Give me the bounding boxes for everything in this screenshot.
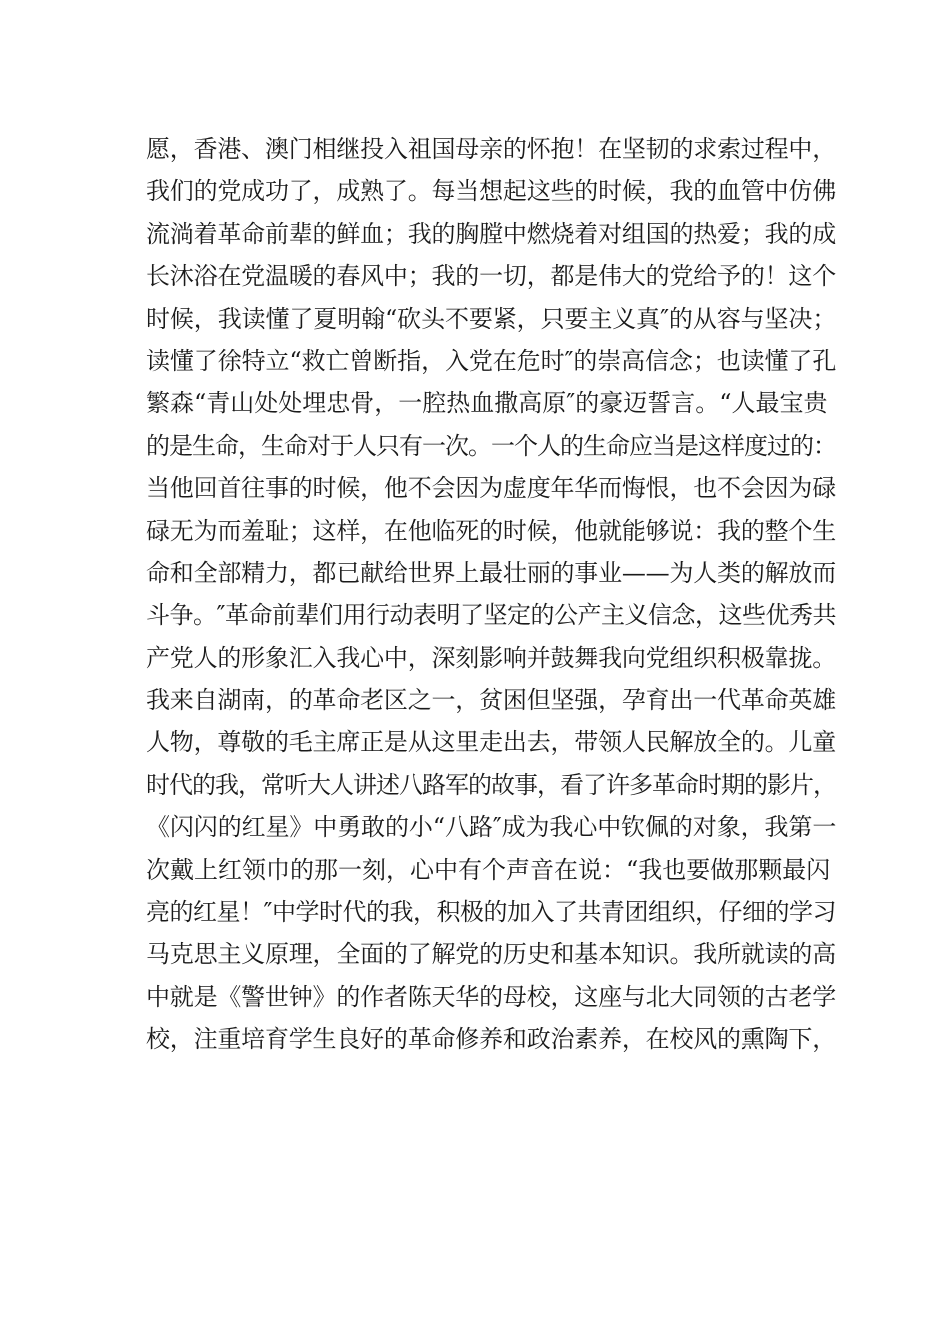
- text-line: 碌无为而羞耻；这样，在他临死的时候，他就能够说：我的整个生: [146, 516, 836, 545]
- text-line: 《闪闪的红星》中勇敢的小“八路″成为我心中钦佩的对象，我第一: [146, 813, 837, 842]
- text-line: 亮的红星！″中学时代的我，积极的加入了共青团组织，仔细的学习: [146, 898, 836, 927]
- text-line: 愿，香港、澳门相继投入祖国母亲的怀抱！在坚韧的求索过程中，: [146, 135, 836, 163]
- text-line: 人物，尊敬的毛主席正是从这里走出去，带领人民解放全的。儿童: [146, 728, 836, 757]
- body-text: [146, 128, 836, 1061]
- text-line: 繁森“青山处处埋忠骨，一腔热血撒高原″的豪迈誓言。“人最宝贵: [146, 389, 828, 418]
- text-line: 校，注重培育学生良好的革命修养和政治素养，在校风的熏陶下，: [146, 1025, 836, 1054]
- text-line: 命和全部精力，都已献给世界上最壮丽的事业——为人类的解放而: [146, 558, 836, 587]
- text-line: 中就是《警世钟》的作者陈天华的母校，这座与北大同领的古老学: [146, 982, 836, 1011]
- text-line: 时代的我，常听大人讲述八路军的故事，看了许多革命时期的影片，: [146, 770, 836, 799]
- text-line: 斗争。″革命前辈们用行动表明了坚定的公产主义信念，这些优秀共: [146, 601, 836, 630]
- text-line: 当他回首往事的时候，他不会因为虚度年华而悔恨，也不会因为碌: [146, 474, 836, 503]
- text-line: 长沐浴在党温暖的春风中；我的一切，都是伟大的党给予的！这个: [146, 262, 836, 291]
- text-line: 时候，我读懂了夏明翰“砍头不要紧，只要主义真″的从容与坚决；: [146, 304, 837, 333]
- text-line: 读懂了徐特立“救亡曾断指，入党在危时″的崇高信念；也读懂了孔: [146, 346, 837, 375]
- text-line: 的是生命，生命对于人只有一次。一个人的生命应当是这样度过的：: [146, 431, 836, 460]
- text-line: 我们的党成功了，成熟了。每当想起这些的时候，我的血管中仿佛: [146, 177, 836, 206]
- text-line: 我来自湖南，的革命老区之一，贫困但坚强，孕育出一代革命英雄: [146, 686, 836, 715]
- text-line: 马克思主义原理，全面的了解党的历史和基本知识。我所就读的高: [146, 940, 836, 969]
- text-line: 次戴上红领巾的那一刻，心中有个声音在说：“我也要做那颗最闪: [146, 855, 831, 884]
- text-line: 流淌着革命前辈的鲜血；我的胸膛中燃烧着对组国的热爱；我的成: [146, 219, 836, 248]
- text-line: 产党人的形象汇入我心中，深刻影响并鼓舞我向党组织积极靠拢。: [146, 643, 836, 672]
